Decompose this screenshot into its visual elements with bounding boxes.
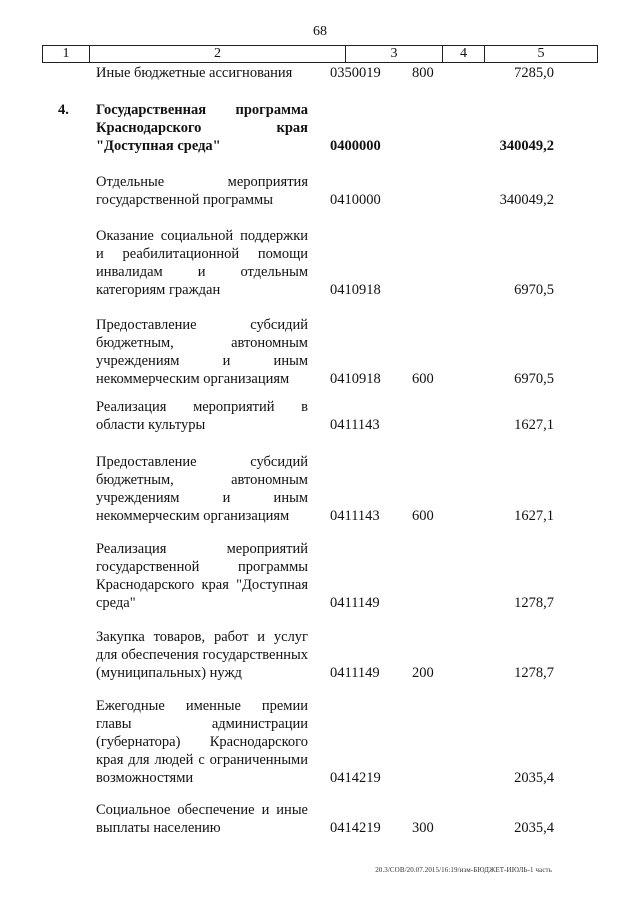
row-code: 0414219 (330, 770, 381, 786)
row-name: Реализация мероприятий в области культуры (96, 399, 308, 433)
row-name: Закупка товаров, работ и услуг для обеспечения государственных (муниципальных) нужд (96, 629, 308, 681)
row-code: 0411143 (330, 508, 380, 524)
row-amount: 2035,4 (514, 770, 554, 786)
row-name: Предоставление субсидий бюджетным, автономным учреждениям и иным некоммерческим организациям (96, 317, 308, 387)
row-name: Оказание социальной поддержки и реабилитационной помощи инвалидам и отдельным категориям граждан (96, 228, 308, 298)
row-code: 0411143 (330, 417, 380, 433)
row-code: 0414219 (330, 820, 381, 836)
row-code: 0410000 (330, 192, 381, 208)
row-amount: 1627,1 (514, 508, 554, 524)
row-number: 4. (58, 102, 69, 118)
row-amount: 6970,5 (514, 371, 554, 387)
row-amount: 7285,0 (514, 65, 554, 81)
row-name: Иные бюджетные ассигнования (96, 65, 293, 81)
row-name: Государственная программа Краснодарского края "Доступная среда" (96, 102, 308, 154)
row-name: Предоставление субсидий бюджетным, автономным учреждениям и иным некоммерческим организациям (96, 454, 308, 524)
row-amount: 1278,7 (514, 665, 554, 681)
column-header-2: 2 (90, 46, 346, 62)
row-expense-type: 600 (412, 371, 434, 387)
column-header-5: 5 (537, 46, 545, 61)
row-name: Ежегодные именные премии главы администрации (губернатора) Краснодарского края для людей с ограниченными возможностями (96, 698, 308, 786)
row-amount: 1627,1 (514, 417, 554, 433)
row-expense-type: 800 (412, 65, 434, 81)
row-amount: 1278,7 (514, 595, 554, 611)
row-expense-type: 300 (412, 820, 434, 836)
row-name: Социальное обеспечение и иные выплаты населению (96, 802, 308, 836)
column-header-1: 1 (43, 46, 90, 62)
row-code: 0411149 (330, 595, 380, 611)
row-amount: 340049,2 (499, 138, 554, 154)
row-code: 0410918 (330, 282, 381, 298)
row-amount: 340049,2 (499, 192, 554, 208)
column-header-4: 4 (443, 46, 485, 62)
document-footer: 20.3/СОВ/20.07.2015/16:19/изм-БЮДЖЕТ-ИЮЛЬ-1 часть (375, 866, 552, 874)
row-expense-type: 600 (412, 508, 434, 524)
row-amount: 2035,4 (514, 820, 554, 836)
row-name: Реализация мероприятий государственной программы Краснодарского края "Доступная среда" (96, 541, 308, 611)
row-name: Отдельные мероприятия государственной программы (96, 174, 308, 208)
row-code: 0400000 (330, 138, 381, 154)
column-header-3: 3 (346, 46, 443, 62)
page-number: 68 (313, 24, 327, 39)
row-expense-type: 200 (412, 665, 434, 681)
row-code: 0410918 (330, 371, 381, 387)
row-code: 0350019 (330, 65, 381, 81)
row-code: 0411149 (330, 665, 380, 681)
column-header-row (42, 45, 598, 63)
row-amount: 6970,5 (514, 282, 554, 298)
